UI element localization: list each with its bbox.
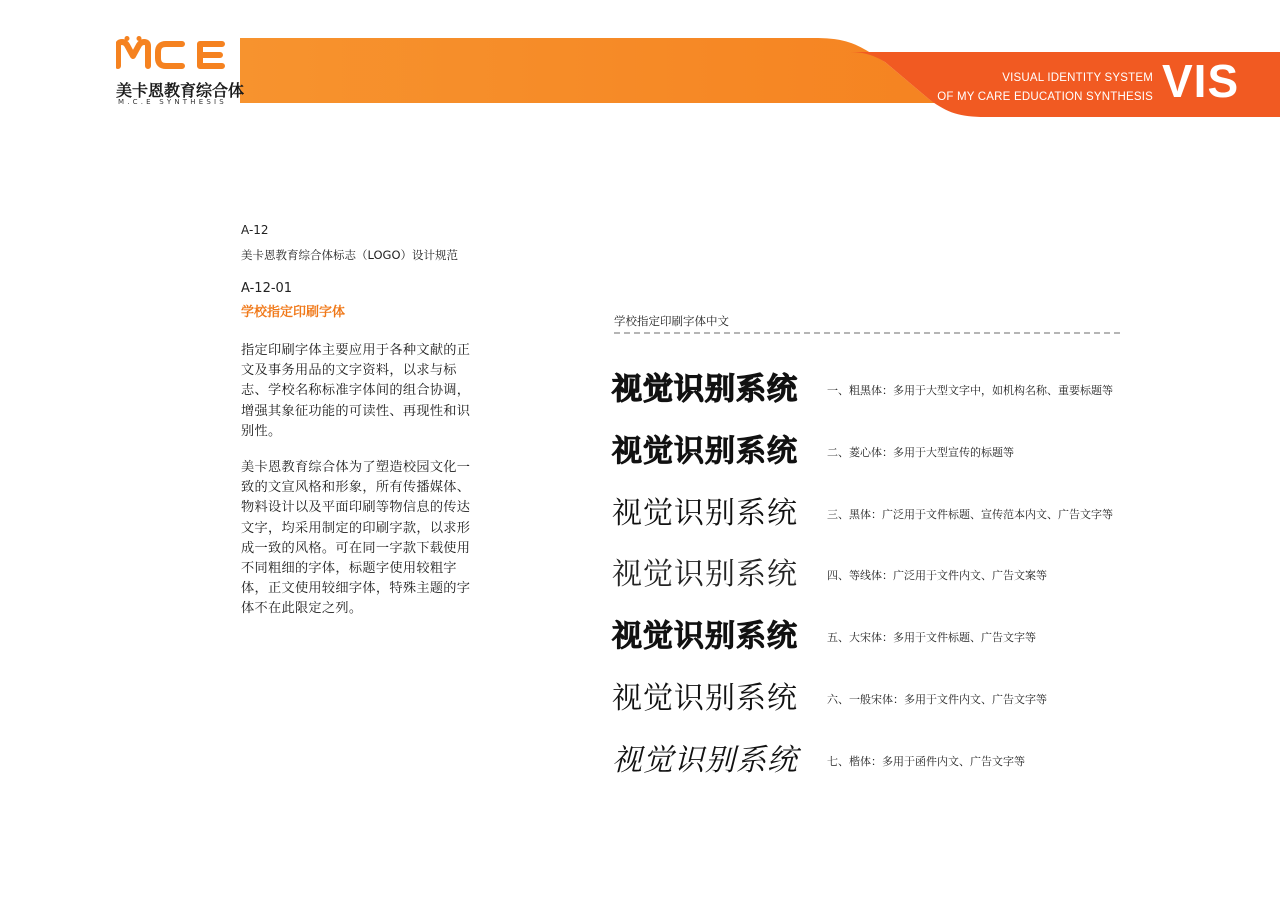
logo-text-en: M.C.E SYNTHESIS xyxy=(118,98,227,106)
font-description: 四、等线体：广泛用于文件内文、广告文案等 xyxy=(827,569,1047,582)
logo-text-cn: 美卡恩教育综合体 xyxy=(116,81,245,100)
font-sample-text: 视觉识别系统 xyxy=(612,496,798,531)
font-sample-row xyxy=(612,494,1132,544)
font-description: 五、大宋体：多用于文件标题、广告文字等 xyxy=(827,631,1036,644)
body-paragraph-1: 指定印刷字体主要应用于各种文献的正文及事务用品的文字资料，以求与标志、学校名称标准字体间的组合协调，增强其象征功能的可读性、再现性和识别性。 xyxy=(241,343,471,439)
brand-logo xyxy=(112,36,245,106)
font-sample-row xyxy=(612,679,1132,729)
font-sample-text: 视觉识别系统 xyxy=(612,434,798,469)
font-sample-text: 视觉识别系统 xyxy=(612,619,798,654)
font-sample-text: 视觉识别系统 xyxy=(612,372,798,407)
font-sample-row xyxy=(612,617,1132,667)
mce-logo-mark xyxy=(116,36,228,74)
font-description: 七、楷体：多用于函件内文、广告文字等 xyxy=(827,755,1025,768)
font-sample-text: 视觉识别系统 xyxy=(612,743,798,778)
vis-subtitle-line2: OF MY CARE EDUCATION SYNTHESIS xyxy=(937,91,1153,103)
font-sample-row xyxy=(612,741,1132,791)
font-sample-text: 视觉识别系统 xyxy=(612,557,798,592)
vis-title: VIS xyxy=(1162,55,1240,107)
font-description: 二、菱心体：多用于大型宣传的标题等 xyxy=(827,446,1014,459)
body-paragraph-2: 美卡恩教育综合体为了塑造校园文化一致的文宣风格和形象，所有传播媒体、物料设计以及平面印刷等物信息的传达文字，均采用制定的印刷字款，以求形成一致的风格。可在同一字款下载使用不同粗细的字体，标题字使用较粗字体，正文使用较细字体，特殊主题的字体不在此限定之列。 xyxy=(241,460,471,617)
font-description: 三、黑体：广泛用于文件标题、宣传范本内文、广告文字等 xyxy=(827,508,1113,521)
font-sample-text: 视觉识别系统 xyxy=(612,681,798,716)
section-code: A-12 xyxy=(241,223,269,237)
font-sample-row xyxy=(612,370,1132,420)
font-sample-row xyxy=(612,432,1132,482)
font-sample-row xyxy=(612,555,1132,605)
subsection-code: A-12-01 xyxy=(241,281,293,296)
dashed-divider xyxy=(614,332,1120,334)
vis-subtitle-line1: VISUAL IDENTITY SYSTEM xyxy=(1002,72,1153,84)
font-description: 六、一般宋体：多用于文件内文、广告文字等 xyxy=(827,693,1047,706)
section-title: 美卡恩教育综合体标志（LOGO）设计规范 xyxy=(241,248,459,262)
font-list-heading: 学校指定印刷字体中文 xyxy=(614,314,729,328)
subsection-title: 学校指定印刷字体 xyxy=(241,305,346,320)
font-description: 一、粗黑体：多用于大型文字中，如机构名称、重要标题等 xyxy=(827,384,1113,397)
